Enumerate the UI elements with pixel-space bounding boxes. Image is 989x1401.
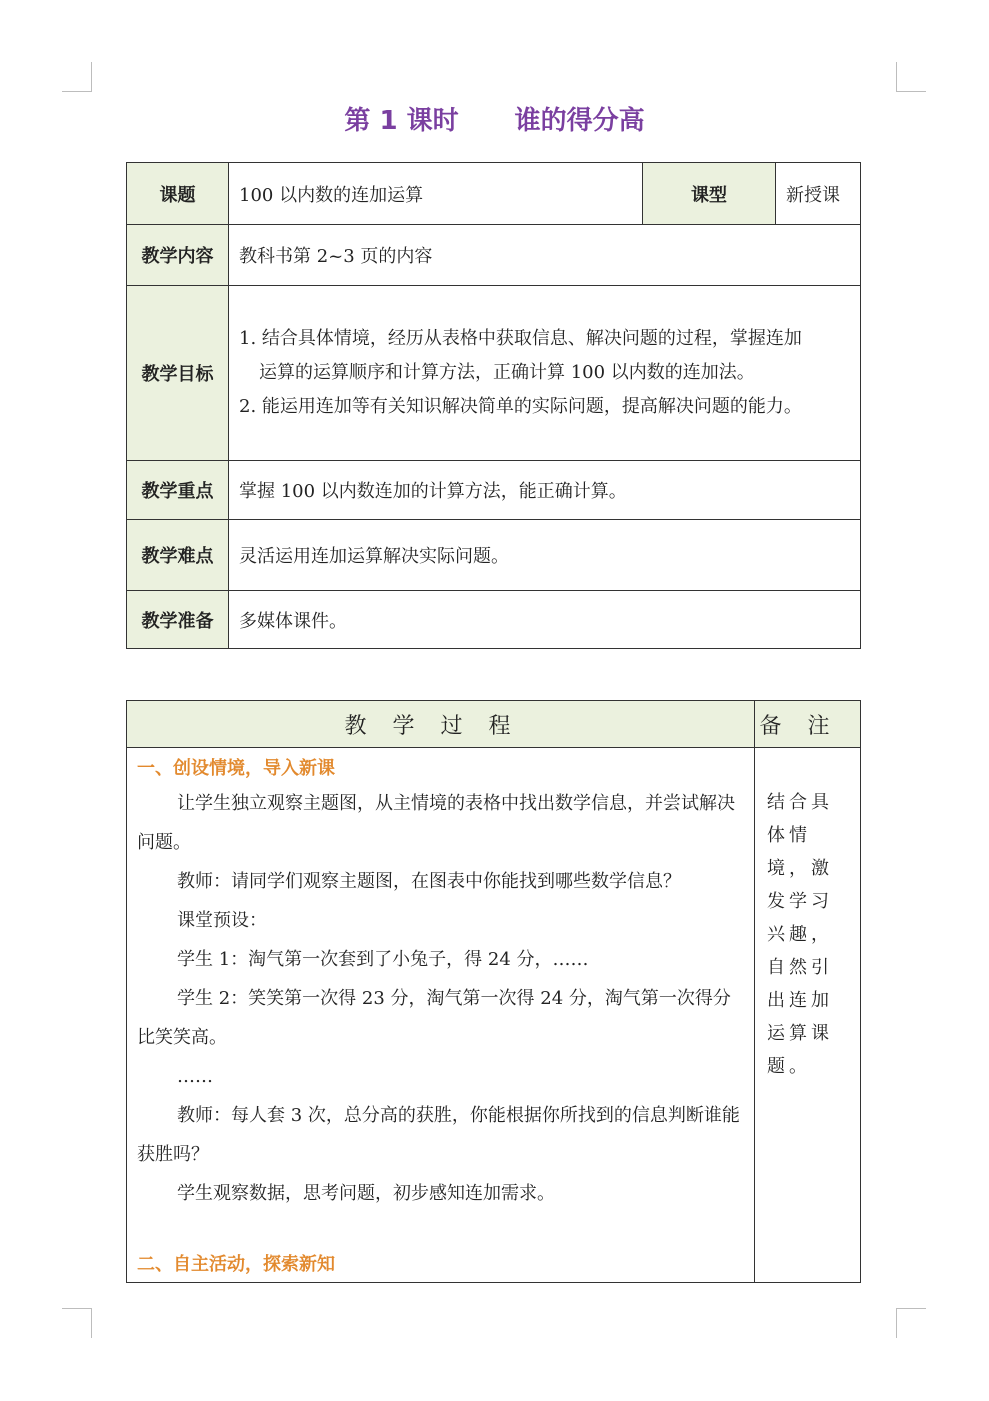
crop-mark-bottom-right — [896, 1308, 926, 1338]
info-row-key — [127, 461, 861, 520]
notes-body — [755, 748, 861, 1283]
lesson-number: 第 1 课时 — [344, 106, 459, 136]
difficulty-label: 教学难点 — [127, 520, 229, 591]
process-paragraph: 教师：请同学们观察主题图，在图表中你能找到哪些数学信息？ — [177, 871, 681, 892]
note-text: 结合具体情境，激发学习兴趣，自然引出连加运算课题。 — [767, 792, 833, 1077]
process-header: 教学过程 — [127, 701, 755, 748]
process-paragraph: 学生观察数据，思考问题，初步感知连加需求。 — [177, 1183, 555, 1204]
lesson-topic: 谁的得分高 — [514, 106, 645, 136]
crop-mark-top-left — [62, 62, 92, 92]
info-row-subject — [127, 163, 861, 225]
process-paragraph: 让学生独立观察主题图，从主情境的表格中找出数学信息，并尝试解决问题。 — [137, 793, 735, 853]
lesson-info-table — [126, 162, 861, 649]
goals-label: 教学目标 — [127, 286, 229, 461]
prep-value: 多媒体课件。 — [229, 591, 861, 649]
difficulty-value: 灵活运用连加运算解决实际问题。 — [229, 520, 861, 591]
info-row-difficulty — [127, 520, 861, 591]
page-title — [0, 100, 989, 137]
type-value: 新授课 — [776, 163, 861, 225]
info-row-content — [127, 225, 861, 286]
crop-mark-bottom-left — [62, 1308, 92, 1338]
type-label: 课型 — [643, 163, 776, 225]
goal-line: 运算的运算顺序和计算方法，正确计算 100 以内数的连加法。 — [259, 362, 755, 383]
content-label: 教学内容 — [127, 225, 229, 286]
content-value: 教科书第 2~3 页的内容 — [229, 225, 861, 286]
subject-label: 课题 — [127, 163, 229, 225]
process-paragraph: 学生 1：淘气第一次套到了小兔子，得 24 分，…… — [177, 949, 589, 970]
subject-value: 100 以内数的连加运算 — [229, 163, 643, 225]
goals-value — [229, 286, 861, 461]
teaching-process-table — [126, 700, 861, 1283]
crop-mark-top-right — [896, 62, 926, 92]
key-label: 教学重点 — [127, 461, 229, 520]
info-row-prep — [127, 591, 861, 649]
key-value: 掌握 100 以内数连加的计算方法，能正确计算。 — [229, 461, 861, 520]
process-paragraph: 课堂预设： — [177, 910, 267, 931]
process-paragraph: 教师：每人套 3 次，总分高的获胜，你能根据你所找到的信息判断谁能获胜吗？ — [137, 1105, 740, 1165]
process-body — [127, 748, 755, 1283]
process-paragraph: …… — [177, 1066, 213, 1087]
notes-header: 备注 — [755, 701, 861, 748]
goal-line: 2. 能运用连加等有关知识解决简单的实际问题，提高解决问题的能力。 — [239, 396, 802, 417]
section-heading-1: 一、创设情境，导入新课 — [137, 758, 335, 779]
prep-label: 教学准备 — [127, 591, 229, 649]
process-paragraph: 学生 2：笑笑第一次得 23 分，淘气第一次得 24 分，淘气第一次得分比笑笑高。 — [137, 988, 731, 1048]
goal-line: 1. 结合具体情境，经历从表格中获取信息、解决问题的过程，掌握连加 — [239, 328, 802, 349]
info-row-goals — [127, 286, 861, 461]
section-heading-2: 二、自主活动，探索新知 — [137, 1254, 335, 1275]
